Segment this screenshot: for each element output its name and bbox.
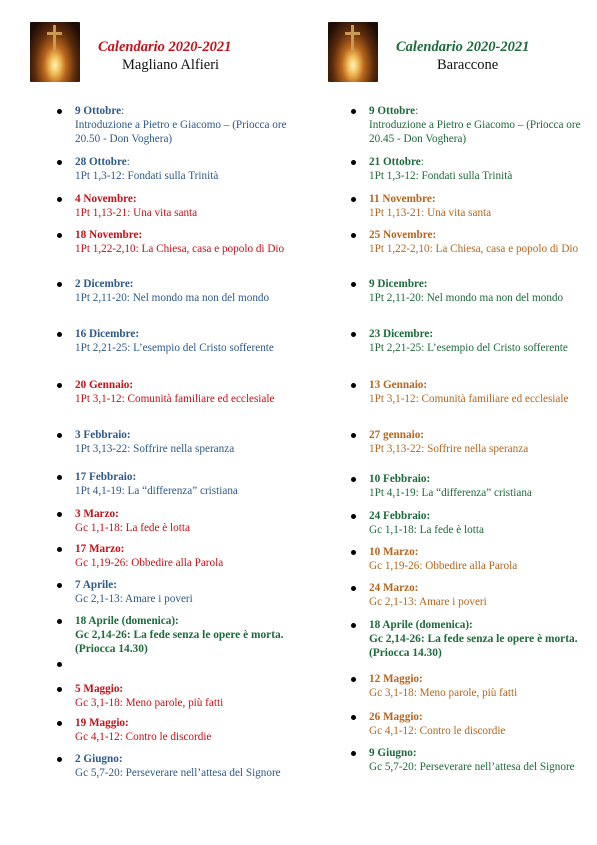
calendar-entry [369,581,597,609]
calendar-title: Calendario 2020-2021 [396,39,530,55]
calendar-entry [75,277,305,305]
bullet-icon [351,586,356,591]
bullet-icon [351,332,356,337]
entry-reading: Gc 1,19-26: Obbedire alla Parola [75,557,224,569]
calendar-entry [75,716,305,744]
calendar-entry [75,155,305,183]
calendar-entry [369,155,597,183]
entry-date: 17 Febbraio: [75,471,137,483]
entry-reading: Gc 4,1-12: Contro le discordie [369,725,506,737]
entry-date: 18 Novembre: [75,229,143,241]
calendar-entry [75,542,305,570]
calendar-entry [369,618,597,660]
entry-date: 4 Novembre: [75,193,137,205]
bullet-icon [57,687,62,692]
bullet-icon [351,477,356,482]
bullet-icon [57,547,62,552]
entry-reading: Gc 1,19-26: Obbedire alla Parola [369,560,518,572]
bullet-icon [57,433,62,438]
entry-reading: Gc 2,14-26: La fede senza le opere è morta.(Priocca 14.30) [369,633,578,659]
calendar-entry [75,578,305,606]
calendar-entry [369,192,597,220]
entry-date: 2 Dicembre: [75,278,134,290]
entry-reading: 1Pt 2,21-25: L’esempio del Cristo sofferente [75,342,274,354]
entry-reading: Gc 1,1-18: La fede è lotta [75,522,190,534]
entry-date: 24 Febbraio: [369,510,431,522]
entry-reading: Gc 2,1-13: Amare i poveri [75,593,193,605]
entry-reading: 1Pt 1,13-21: Una vita santa [75,207,198,219]
bullet-icon [351,433,356,438]
candle-photo [30,22,80,82]
entry-date-separator: : [420,156,424,168]
calendar-entry [75,614,305,656]
calendar-entry [369,509,597,537]
calendar-entry [75,228,305,256]
entry-date: 26 Maggio: [369,711,423,723]
calendar-entry [369,327,597,355]
calendar-entry [75,682,305,710]
bullet-icon [351,514,356,519]
bullet-icon [351,550,356,555]
entry-date: 7 Aprile: [75,579,117,591]
entry-date: 16 Dicembre: [75,328,140,340]
entry-reading: 1Pt 1,22-2,10: La Chiesa, casa e popolo di Dio [75,243,285,255]
calendar-entry [369,228,597,256]
entry-reading: 1Pt 1,13-21: Una vita santa [369,207,492,219]
entry-reading: Gc 5,7-20: Perseverare nell’attesa del Signore [369,761,575,773]
bullet-icon [351,197,356,202]
column-header [30,22,290,82]
bullet-icon [57,619,62,624]
calendar-entry [369,472,597,500]
calendar-entry [369,672,597,700]
entry-reading: 1Pt 3,1-12: Comunità familiare ed ecclesiale [75,393,275,405]
calendar-entry [75,192,305,220]
calendar-entry [369,104,597,146]
calendar-entry [369,428,597,456]
entry-reading: Gc 3,1-18: Meno parole, più fatti [369,687,518,699]
entry-reading: 1Pt 4,1-19: La “differenza” cristiana [75,485,238,497]
entry-date: 18 Aprile (domenica): [75,615,179,627]
bullet-icon [57,721,62,726]
entry-date-separator: : [121,105,125,117]
bullet-icon [351,160,356,165]
entry-reading: Introduzione a Pietro e Giacomo – (Priocca ore 20.45 - Don Voghera) [369,119,581,145]
entry-reading: 1Pt 4,1-19: La “differenza” cristiana [369,487,532,499]
entry-date: 9 Ottobre [75,105,122,117]
entry-date: 11 Novembre: [369,193,436,205]
bullet-icon [57,475,62,480]
entry-reading: 1Pt 1,3-12: Fondati sulla Trinità [75,170,219,182]
entry-reading: 1Pt 2,11-20: Nel mondo ma non del mondo [75,292,270,304]
calendar-entry [75,378,305,406]
entry-date-separator: : [415,105,419,117]
bullet-icon [57,662,62,667]
calendar-entry [75,752,305,780]
entry-reading: 1Pt 2,11-20: Nel mondo ma non del mondo [369,292,564,304]
calendar-entry [75,327,305,355]
entry-date: 3 Marzo: [75,508,119,520]
entry-date: 25 Novembre: [369,229,437,241]
entry-date: 24 Marzo: [369,582,419,594]
entry-date: 27 gennaio: [369,429,425,441]
calendar-entry [75,104,305,146]
calendar-title: Calendario 2020-2021 [98,39,232,55]
calendar-entry [75,507,305,535]
entry-date: 9 Ottobre [369,105,416,117]
entry-reading: 1Pt 3,13-22: Soffrire nella speranza [75,443,235,455]
bullet-icon [57,583,62,588]
entry-reading: Gc 2,14-26: La fede senza le opere è morta. (Priocca 14.30) [75,629,284,655]
entry-date: 17 Marzo: [75,543,125,555]
bullet-icon [351,623,356,628]
entry-reading: Gc 3,1-18: Meno parole, più fatti [75,697,224,709]
calendar-entry [369,710,597,738]
entry-date: 3 Febbraio: [75,429,131,441]
bullet-icon [351,383,356,388]
bullet-icon [351,715,356,720]
bullet-icon [351,282,356,287]
entry-date: 10 Marzo: [369,546,419,558]
entry-date: 21 Ottobre [369,156,421,168]
entry-reading: 1Pt 3,13-22: Soffrire nella speranza [369,443,529,455]
entry-reading: 1Pt 2,21-25: L’esempio del Cristo sofferente [369,342,568,354]
parish-name: Magliano Alfieri [122,57,220,73]
bullet-icon [57,160,62,165]
bullet-icon [57,282,62,287]
calendar-entry [369,378,597,406]
bullet-icon [57,109,62,114]
entry-date: 28 Ottobre [75,156,127,168]
bullet-icon [351,751,356,756]
calendar-entry [369,746,597,774]
column-header [328,22,588,82]
entry-date: 23 Dicembre: [369,328,434,340]
entry-date: 9 Dicembre: [369,278,428,290]
calendar-entry [369,545,597,573]
entry-reading: 1Pt 3,1-12: Comunità familiare ed ecclesiale [369,393,569,405]
bullet-icon [351,109,356,114]
entry-date: 2 Giugno: [75,753,123,765]
entry-date-separator: : [126,156,130,168]
entry-date: 12 Maggio: [369,673,423,685]
entry-date: 18 Aprile (domenica): [369,619,473,631]
bullet-icon [57,233,62,238]
calendar-entry [369,277,597,305]
entry-date: 5 Maggio: [75,683,124,695]
bullet-icon [57,512,62,517]
bullet-icon [57,383,62,388]
candle-photo [328,22,378,82]
entry-date: 19 Maggio: [75,717,129,729]
entry-reading: Gc 2,1-13: Amare i poveri [369,596,487,608]
bullet-icon [57,757,62,762]
entry-reading: Introduzione a Pietro e Giacomo – (Priocca ore 20.50 - Don Voghera) [75,119,287,145]
entry-date: 20 Gennaio: [75,379,134,391]
entry-reading: Gc 4,1-12: Contro le discordie [75,731,212,743]
bullet-icon [351,677,356,682]
entry-date: 9 Giugno: [369,747,417,759]
calendar-entry [75,470,305,498]
entry-reading: Gc 1,1-18: La fede è lotta [369,524,484,536]
entry-date: 10 Febbraio: [369,473,431,485]
entry-reading: 1Pt 1,22-2,10: La Chiesa, casa e popolo di Dio [369,243,579,255]
bullet-icon [57,197,62,202]
entry-reading: Gc 5,7-20: Perseverare nell’attesa del Signore [75,767,281,779]
entry-date: 13 Gennaio: [369,379,428,391]
bullet-icon [57,332,62,337]
parish-name: Baraccone [437,57,499,73]
entry-reading: 1Pt 1,3-12: Fondati sulla Trinità [369,170,513,182]
calendar-entry [75,428,305,456]
bullet-icon [351,233,356,238]
